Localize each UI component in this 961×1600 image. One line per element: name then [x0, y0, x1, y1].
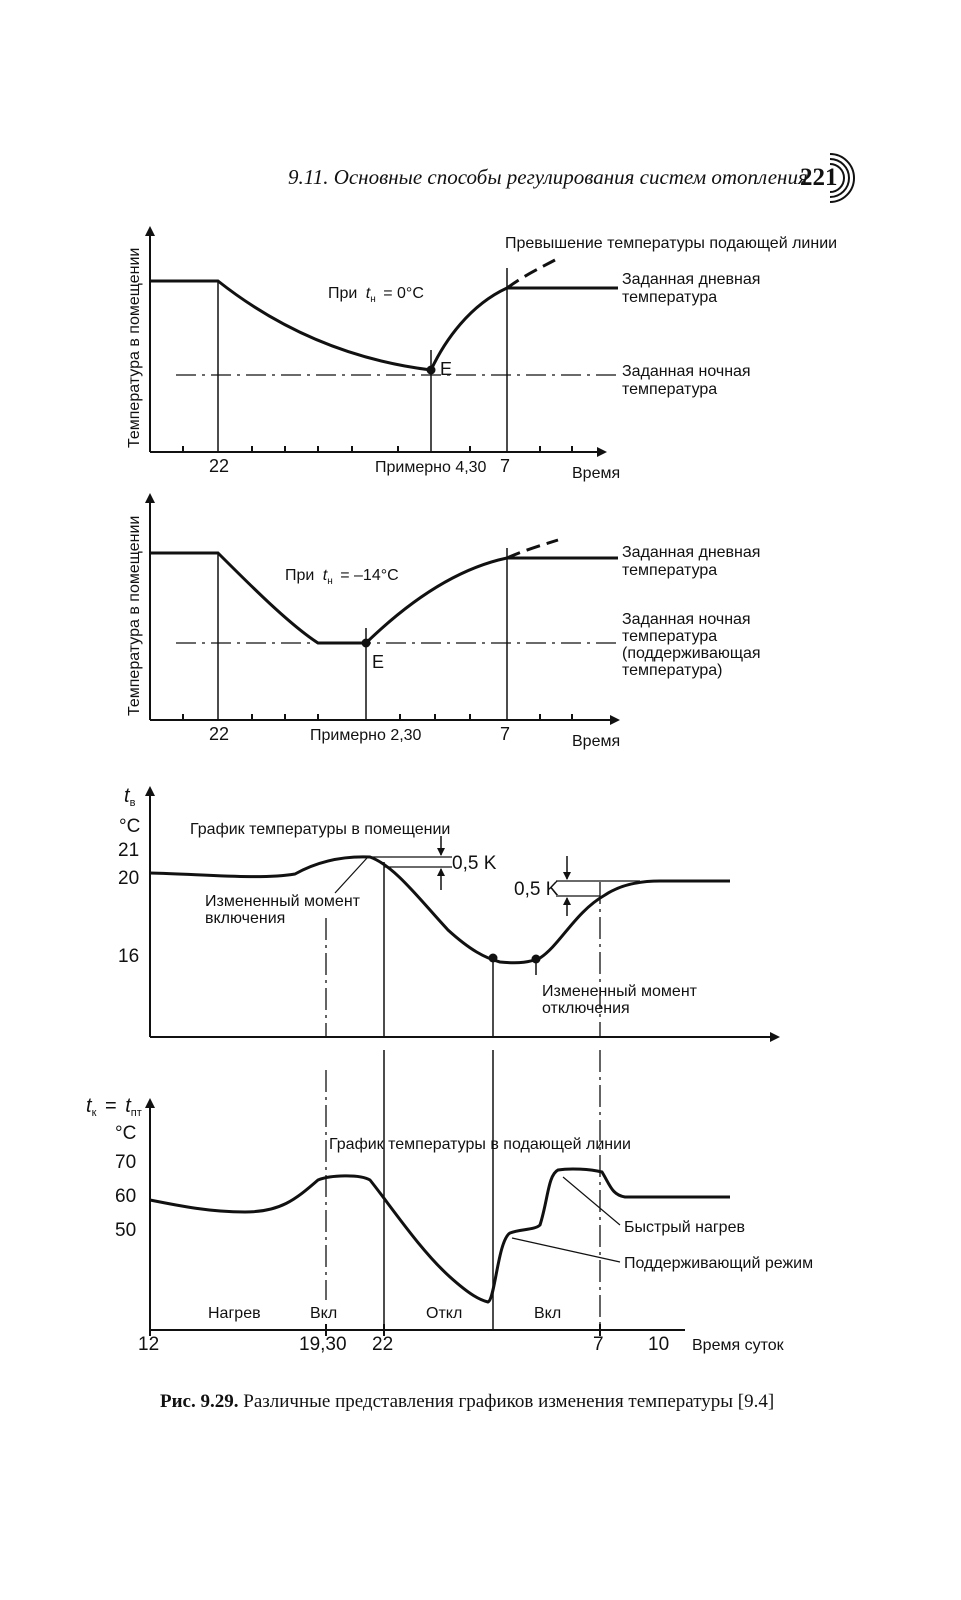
panel3-switch-on-point: [532, 955, 541, 964]
panel3-delta-label-2: 0,5 K: [514, 879, 559, 900]
panel3-switch-on-label-2: включения: [205, 910, 286, 927]
panel3-switch-on-label-1: Измененный момент: [205, 893, 360, 910]
panel1-tick-approx: Примерно 4,30: [375, 459, 487, 476]
panel3-switch-off-point: [489, 954, 498, 963]
panel1-overshoot-dash: [507, 260, 555, 288]
panel1-condition: При $t_н$ = 0°C: [328, 285, 424, 305]
panel2-night-label-1: Заданная ночная: [622, 611, 751, 628]
panel2-night-label-4: температура): [622, 662, 723, 679]
panel1-night-label-2: температура: [622, 381, 718, 398]
panel1-day-label-1: Заданная дневная: [622, 271, 761, 288]
panel3-switch-off-label-2: отключения: [542, 1000, 630, 1017]
panel2-x-label: Время: [572, 733, 621, 750]
panel4-fast-heat-leader: [563, 1177, 620, 1225]
panel2-night-label-3: (поддерживающая: [622, 645, 761, 662]
panel1-point-e: [427, 366, 436, 375]
panel2-point-e-label: E: [372, 652, 385, 672]
panel4-x-tick-22: 22: [372, 1334, 394, 1355]
panel2-day-label-2: температура: [622, 562, 718, 579]
figure-caption: [160, 1391, 774, 1413]
panel4-curve-title: График температуры в подающей линии: [329, 1136, 631, 1153]
panel1-night-label-1: Заданная ночная: [622, 363, 751, 380]
panel4-support-leader: [512, 1238, 620, 1262]
caption-text: Различные представления графиков изменения температуры [9.4]: [243, 1391, 775, 1412]
panel2-condition: При $t_н$ = –14°C: [285, 567, 399, 587]
panel3-y-tick-16: 16: [118, 946, 140, 967]
panel1-day-label-2: температура: [622, 289, 718, 306]
panel3-y-symbol: $t_в$: [124, 785, 136, 809]
panel2-night-label-2: температура: [622, 628, 718, 645]
panel4-support-mode-label: Поддерживающий режим: [624, 1255, 814, 1272]
panel-2: [126, 495, 761, 750]
panel4-x-tick-12: 12: [138, 1334, 160, 1355]
page-number: 221: [800, 164, 838, 191]
panel1-overshoot-label: Превышение температуры подающей линии: [505, 235, 838, 252]
panel3-switch-on-leader: [335, 858, 367, 893]
panel4-x-label: Время суток: [692, 1337, 784, 1354]
panel-4: [86, 1050, 813, 1355]
panel2-tick-22: 22: [209, 724, 230, 744]
panel4-phase-heat: Нагрев: [208, 1305, 261, 1322]
panel4-phase-on-1: Вкл: [310, 1305, 338, 1322]
panel3-switch-off-label-1: Измененный момент: [542, 983, 697, 1000]
panel4-fast-heat-label: Быстрый нагрев: [624, 1219, 745, 1236]
panel4-phase-on-2: Вкл: [534, 1305, 562, 1322]
panel3-y-tick-21: 21: [118, 840, 140, 861]
panel1-tick-22: 22: [209, 456, 230, 476]
panel4-y-unit: °C: [115, 1123, 137, 1144]
running-title: 9.11. Основные способы регулирования систем отопления: [288, 165, 808, 189]
panel4-x-tick-10: 10: [648, 1334, 670, 1355]
panel3-y-tick-20: 20: [118, 868, 140, 889]
panel4-y-tick-70: 70: [115, 1152, 137, 1173]
panel-3: [118, 785, 778, 1037]
panel1-y-label: Температура в помещении: [126, 247, 143, 448]
panel4-x-tick-1930: 19,30: [299, 1334, 347, 1355]
panel4-y-symbol: $t_к$ = $t_{пт}$: [86, 1095, 142, 1119]
panel2-tick-7: 7: [500, 724, 511, 744]
panel2-tick-approx: Примерно 2,30: [310, 727, 422, 744]
panel2-overshoot-dash: [507, 540, 558, 558]
panel4-y-tick-60: 60: [115, 1186, 137, 1207]
panel4-phase-off: Откл: [426, 1305, 463, 1322]
panel2-y-label: Температура в помещении: [126, 515, 143, 716]
panel2-day-label-1: Заданная дневная: [622, 544, 761, 561]
panel4-y-tick-50: 50: [115, 1220, 137, 1241]
panel2-point-e: [362, 639, 371, 648]
panel1-tick-7: 7: [500, 456, 511, 476]
panel1-x-label: Время: [572, 465, 621, 482]
panel1-point-e-label: E: [440, 359, 453, 379]
panel3-delta-label-1: 0,5 K: [452, 853, 497, 874]
panel4-x-tick-7: 7: [593, 1334, 604, 1355]
panel3-y-unit: °C: [119, 816, 141, 837]
panel-1: [126, 228, 837, 482]
panel3-curve-title: График температуры в помещении: [190, 821, 451, 838]
caption-label: Рис. 9.29.: [160, 1391, 239, 1412]
